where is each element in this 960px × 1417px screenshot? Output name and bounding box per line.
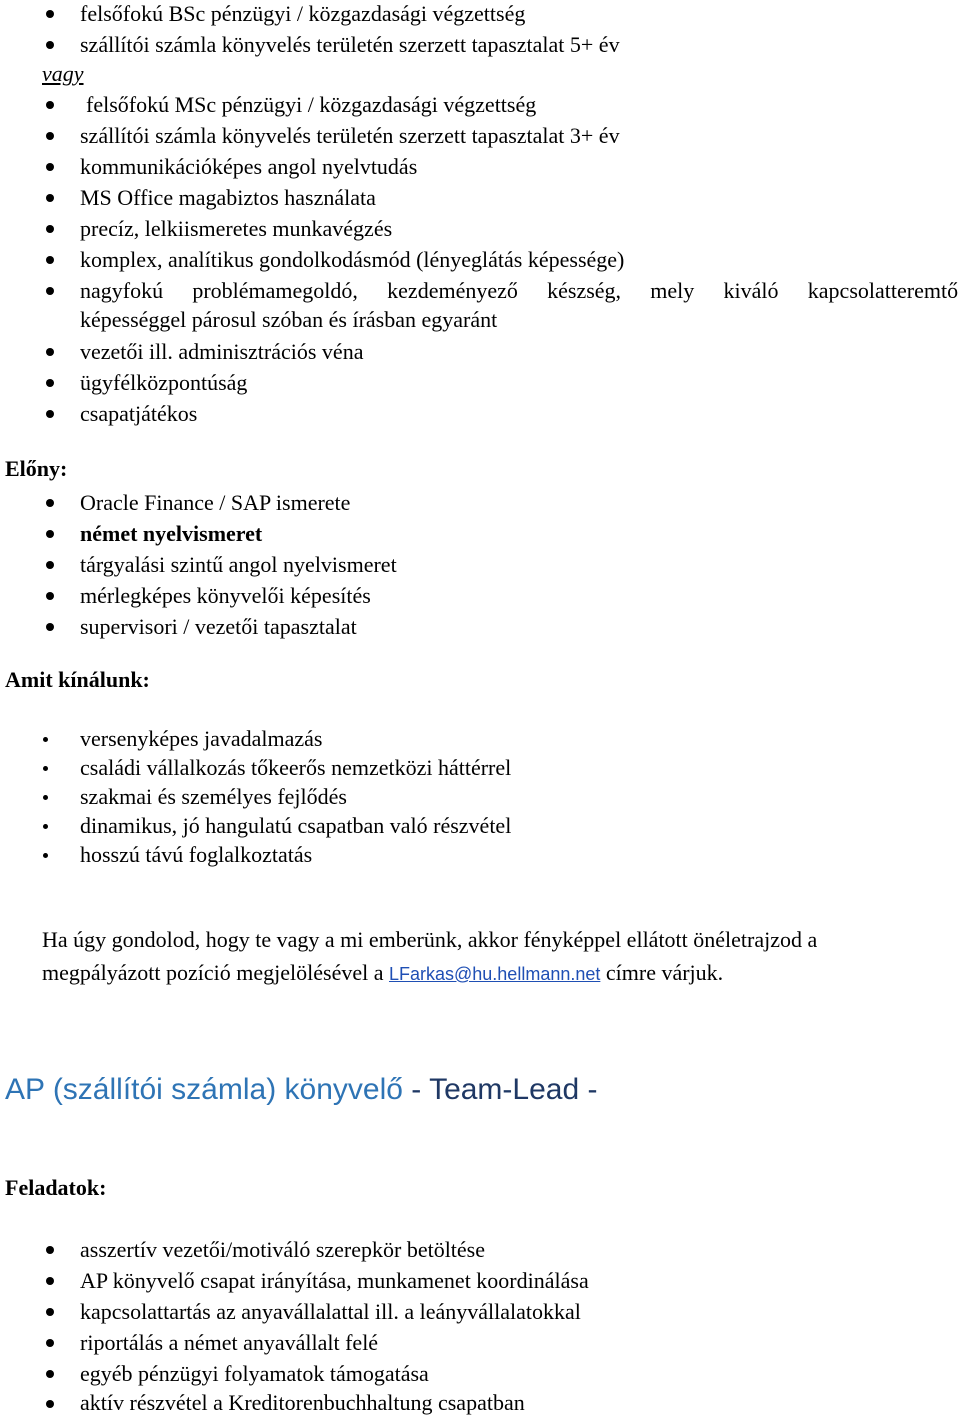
email-link[interactable]: LFarkas@hu.hellmann.net — [388, 964, 601, 984]
list-item: szállítói számla könyvelés területén szerzett tapasztalat 5+ év — [80, 32, 620, 57]
apply-text-end: címre várjuk. — [605, 960, 724, 985]
section-heading-tasks: Feladatok: — [5, 1175, 107, 1200]
bullet-icon — [43, 853, 48, 858]
word: kezdeményező — [387, 278, 518, 303]
list-item: szállítói számla könyvelés területén szerzett tapasztalat 3+ év — [80, 123, 620, 148]
bullet-icon — [46, 623, 54, 631]
bullet-icon — [46, 379, 54, 387]
bullet-icon — [46, 10, 54, 18]
job-title-main: AP (szállítói számla) könyvelő — [5, 1073, 403, 1106]
bullet-icon — [46, 499, 54, 507]
word: mely — [650, 278, 695, 303]
list-item: hosszú távú foglalkoztatás — [80, 842, 313, 867]
bullet-icon — [46, 1277, 54, 1285]
word: készség, — [547, 278, 622, 303]
list-item: egyéb pénzügyi folyamatok támogatása — [80, 1361, 429, 1386]
list-item: komplex, analítikus gondolkodásmód (lényeglátás képessége) — [80, 247, 625, 272]
bullet-icon — [46, 101, 54, 109]
apply-line-2 — [42, 956, 934, 991]
job-title-role: - Team-Lead - — [411, 1073, 598, 1106]
list-item: ügyfélközpontúság — [80, 370, 248, 395]
bullet-icon — [46, 1370, 54, 1378]
bullet-icon — [46, 348, 54, 356]
word: nagyfokú — [80, 278, 164, 303]
bullet-icon — [46, 592, 54, 600]
list-item: versenyképes javadalmazás — [80, 726, 323, 751]
list-item: asszertív vezetői/motiváló szerepkör betöltése — [80, 1237, 486, 1262]
bullet-icon — [46, 163, 54, 171]
bullet-icon — [46, 561, 54, 569]
job-title — [5, 1070, 597, 1110]
list-item: csapatjátékos — [80, 401, 198, 426]
section-heading-elony: Előny: — [5, 456, 68, 481]
apply-paragraph — [42, 923, 934, 991]
list-item: supervisori / vezetői tapasztalat — [80, 614, 357, 639]
list-item: aktív részvétel a Kreditorenbuchhaltung csapatban — [80, 1390, 525, 1415]
bullet-icon — [46, 287, 54, 295]
apply-text: megpályázott pozíció megjelölésével a — [42, 960, 384, 985]
word: kiváló — [723, 278, 779, 303]
section-heading-offer: Amit kínálunk: — [5, 667, 150, 692]
list-item-justified-line — [80, 277, 958, 305]
bullet-icon — [46, 530, 54, 538]
list-item: tárgyalási szintű angol nyelvismeret — [80, 552, 397, 577]
bullet-icon — [46, 41, 54, 49]
bullet-icon — [43, 795, 48, 800]
list-item: dinamikus, jó hangulatú csapatban való részvétel — [80, 813, 512, 838]
list-item: precíz, lelkiismeretes munkavégzés — [80, 216, 393, 241]
bullet-icon — [46, 1400, 54, 1408]
bullet-icon — [46, 132, 54, 140]
bullet-icon — [46, 1339, 54, 1347]
list-item: riportálás a német anyavállalt felé — [80, 1330, 379, 1355]
bullet-icon — [46, 1308, 54, 1316]
list-item: kommunikációképes angol nyelvtudás — [80, 154, 418, 179]
list-item: kapcsolattartás az anyavállalattal ill. a leányvállalatokkal — [80, 1299, 581, 1324]
bullet-icon — [46, 225, 54, 233]
word: problémamegoldó, — [192, 278, 358, 303]
or-word: vagy — [42, 61, 84, 86]
list-item: felsőfokú BSc pénzügyi / közgazdasági végzettség — [80, 1, 526, 26]
apply-line-1: Ha úgy gondolod, hogy te vagy a mi emberünk, akkor fényképpel ellátott önéletrajzod a — [42, 927, 818, 952]
list-item: Oracle Finance / SAP ismerete — [80, 490, 351, 515]
bullet-icon — [43, 737, 48, 742]
bullet-icon — [43, 824, 48, 829]
list-item: szakmai és személyes fejlődés — [80, 784, 347, 809]
list-item: vezetői ill. adminisztrációs véna — [80, 339, 364, 364]
list-item: MS Office magabiztos használata — [80, 185, 376, 210]
list-item: AP könyvelő csapat irányítása, munkamenet koordinálása — [80, 1268, 589, 1293]
word: kapcsolatteremtő — [807, 278, 959, 303]
list-item: felsőfokú MSc pénzügyi / közgazdasági végzettség — [86, 92, 537, 117]
bullet-icon — [46, 256, 54, 264]
bullet-icon — [46, 194, 54, 202]
list-item: német nyelvismeret — [80, 521, 263, 546]
list-item: mérlegképes könyvelői képesítés — [80, 583, 371, 608]
bullet-icon — [46, 1246, 54, 1254]
bullet-icon — [43, 766, 48, 771]
list-item: családi vállalkozás tőkeerős nemzetközi háttérrel — [80, 755, 512, 780]
list-item-continuation: képességgel párosul szóban és írásban egyaránt — [80, 307, 498, 332]
bullet-icon — [46, 410, 54, 418]
